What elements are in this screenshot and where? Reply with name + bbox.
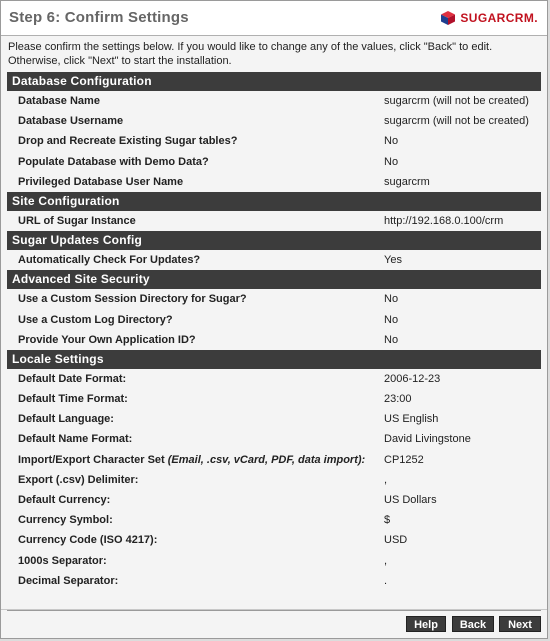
- row-value: ,: [384, 554, 388, 567]
- row-label-main: Import/Export Character Set: [18, 453, 165, 466]
- row-value: 2006-12-23: [384, 372, 441, 385]
- table-row: [7, 369, 541, 389]
- table-row: [7, 429, 541, 449]
- row-value: No: [384, 313, 399, 326]
- row-label: Currency Symbol:: [18, 514, 113, 527]
- row-value: ,: [384, 473, 388, 486]
- section-locale-settings: Locale Settings: [7, 350, 541, 369]
- intro-line-2: Otherwise, click "Next" to start the installation.: [8, 55, 232, 67]
- table-row: [7, 152, 541, 172]
- row-label: Database Name: [18, 95, 100, 107]
- row-label: Default Time Format:: [18, 393, 128, 406]
- row-value: US Dollars: [384, 494, 437, 506]
- table-row: [7, 250, 541, 270]
- row-value: Yes: [384, 254, 402, 267]
- footer-bar: [1, 609, 547, 638]
- table-row: [7, 310, 541, 330]
- table-row: [7, 330, 541, 350]
- section-site-configuration: Site Configuration: [7, 192, 541, 211]
- row-value: US English: [384, 413, 439, 426]
- header: [1, 1, 547, 36]
- table-row: [7, 172, 541, 192]
- row-value: No: [384, 155, 399, 168]
- row-label: [18, 450, 365, 470]
- row-value: No: [384, 135, 399, 148]
- section-database-configuration: Database Configuration: [7, 72, 541, 91]
- row-label: Database Username: [18, 115, 124, 128]
- row-value: $: [384, 514, 391, 527]
- row-label: Export (.csv) Delimiter:: [18, 473, 139, 486]
- row-value: USD: [384, 534, 408, 547]
- row-value: 23:00: [384, 393, 412, 406]
- table-row: [7, 91, 541, 111]
- table-row: [7, 211, 541, 231]
- next-button[interactable]: Next: [499, 616, 541, 632]
- row-value: .: [384, 574, 388, 587]
- row-value: No: [384, 293, 399, 306]
- row-value: No: [384, 333, 399, 346]
- table-row: [7, 389, 541, 409]
- table-row: [7, 571, 541, 591]
- row-label: Default Language:: [18, 413, 114, 426]
- page-title: Step 6: Confirm Settings: [9, 9, 189, 26]
- row-label: Use a Custom Log Directory?: [18, 313, 173, 326]
- table-row: [7, 289, 541, 309]
- table-row: [7, 111, 541, 131]
- table-row: [7, 131, 541, 151]
- table-row: [7, 409, 541, 429]
- row-label: Provide Your Own Application ID?: [18, 333, 196, 346]
- table-row: [7, 530, 541, 550]
- footer-divider: [7, 610, 541, 611]
- section-sugar-updates-config: Sugar Updates Config: [7, 231, 541, 250]
- row-label: Use a Custom Session Directory for Sugar?: [18, 293, 247, 306]
- row-label-note: (Email, .csv, vCard, PDF, data import):: [167, 453, 366, 466]
- row-label: Currency Code (ISO 4217):: [18, 534, 158, 547]
- settings-content: [1, 36, 547, 610]
- row-label: 1000s Separator:: [18, 554, 107, 567]
- row-label: Decimal Separator:: [18, 574, 119, 587]
- row-value: sugarcrm (will not be created): [384, 115, 529, 128]
- row-value: David Livingstone: [384, 433, 471, 446]
- intro-text: [1, 36, 547, 72]
- row-label: Default Date Format:: [18, 372, 127, 385]
- cube-icon: [441, 11, 455, 25]
- row-label: Default Name Format:: [18, 433, 133, 446]
- table-row: [7, 490, 541, 510]
- row-label: Privileged Database User Name: [18, 175, 184, 188]
- row-value: http://192.168.0.100/crm: [384, 214, 504, 227]
- intro-line-1: Please confirm the settings below. If you would like to change any of the values, click "Back" to edit.: [8, 41, 493, 53]
- help-button[interactable]: Help: [406, 616, 446, 632]
- row-label: URL of Sugar Instance: [18, 214, 136, 227]
- row-value: sugarcrm (will not be created): [384, 95, 529, 107]
- logo-text: SUGARCRM.: [460, 11, 538, 25]
- back-button[interactable]: Back: [452, 616, 494, 632]
- table-row: [7, 470, 541, 490]
- row-label: Drop and Recreate Existing Sugar tables?: [18, 135, 238, 148]
- row-label: Automatically Check For Updates?: [18, 254, 201, 267]
- row-value: sugarcrm: [384, 175, 430, 188]
- sugarcrm-logo: [441, 11, 538, 25]
- table-row: [7, 450, 541, 470]
- table-row: [7, 510, 541, 530]
- section-advanced-site-security: Advanced Site Security: [7, 270, 541, 289]
- row-label: Default Currency:: [18, 494, 111, 506]
- table-row: [7, 551, 541, 571]
- row-value: CP1252: [384, 453, 424, 466]
- row-label: Populate Database with Demo Data?: [18, 155, 209, 168]
